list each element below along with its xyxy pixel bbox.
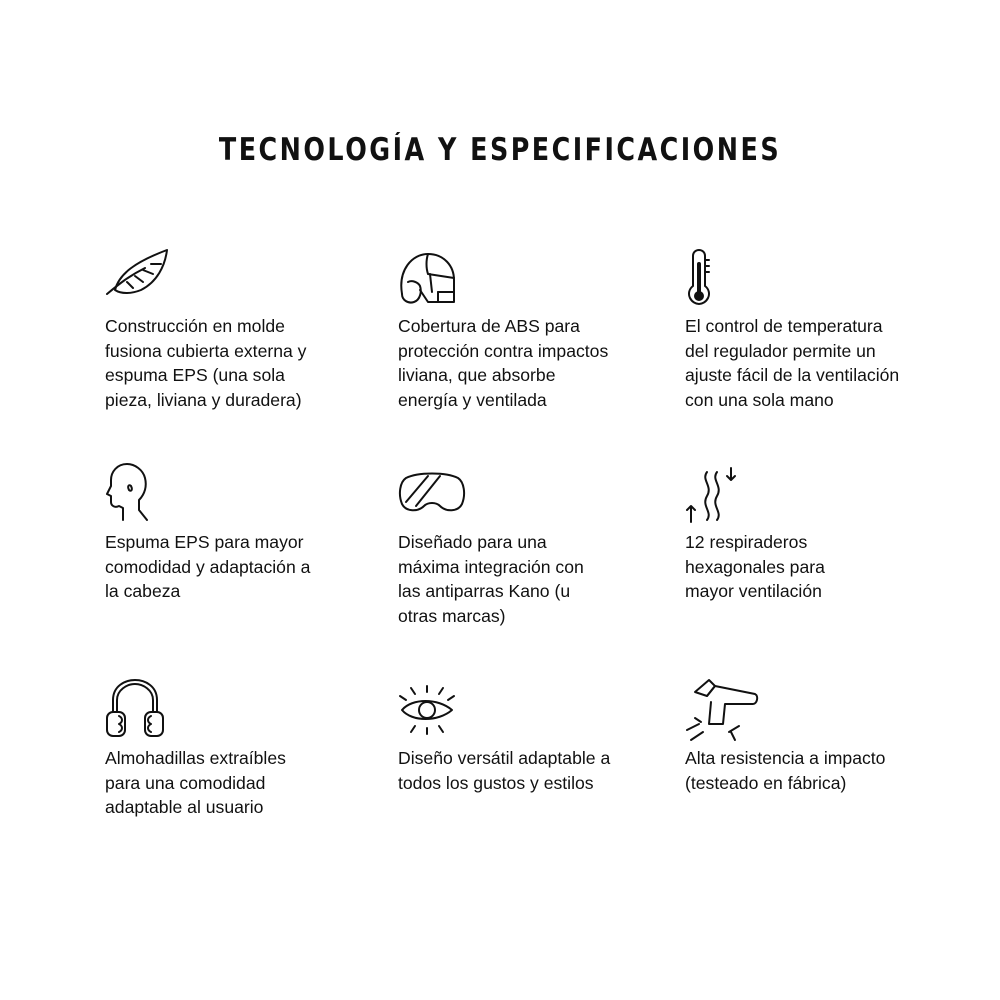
feature-card-eps-comfort (105, 462, 355, 601)
thermometer-icon (685, 246, 757, 310)
feature-card-temperature (685, 246, 935, 410)
helmet-icon (398, 246, 470, 310)
feature-description: 12 respiraderos hexagonales para mayor ventilación (685, 532, 825, 601)
feature-description: Alta resistencia a impacto (testeado en fábrica) (685, 748, 886, 793)
feature-description: Construcción en molde fusiona cubierta externa y espuma EPS (una sola pieza, liviana y duradera) (105, 316, 307, 410)
eye-icon (398, 678, 470, 742)
head-profile-icon (105, 462, 177, 526)
feature-description: Almohadillas extraíbles para una comodidad adaptable al usuario (105, 748, 286, 817)
feature-card-versatile-design (398, 678, 648, 793)
goggles-icon (398, 462, 470, 526)
feature-card-goggle-integration (398, 462, 648, 626)
feature-description: Diseño versátil adaptable a todos los gustos y estilos (398, 748, 611, 793)
page-title: TECNOLOGÍA Y ESPECIFICACIONES (218, 132, 782, 168)
feature-description: Diseñado para una máxima integración con las antiparras Kano (u otras marcas) (398, 532, 584, 626)
earmuffs-icon (105, 678, 177, 742)
feature-card-ventilation (685, 462, 935, 601)
feature-card-removable-pads (105, 678, 355, 817)
feature-card-abs-shell (398, 246, 648, 410)
feature-card-impact-resistance (685, 678, 935, 793)
feature-description: El control de temperatura del regulador permite un ajuste fácil de la ventilación con una sola mano (685, 316, 900, 410)
feather-icon (105, 246, 177, 310)
feature-description: Espuma EPS para mayor comodidad y adaptación a la cabeza (105, 532, 311, 601)
feature-description: Cobertura de ABS para protección contra impactos liviana, que absorbe energía y ventilada (398, 316, 609, 410)
airflow-icon (685, 462, 757, 526)
feature-card-construction (105, 246, 355, 410)
hammer-impact-icon (685, 678, 757, 742)
